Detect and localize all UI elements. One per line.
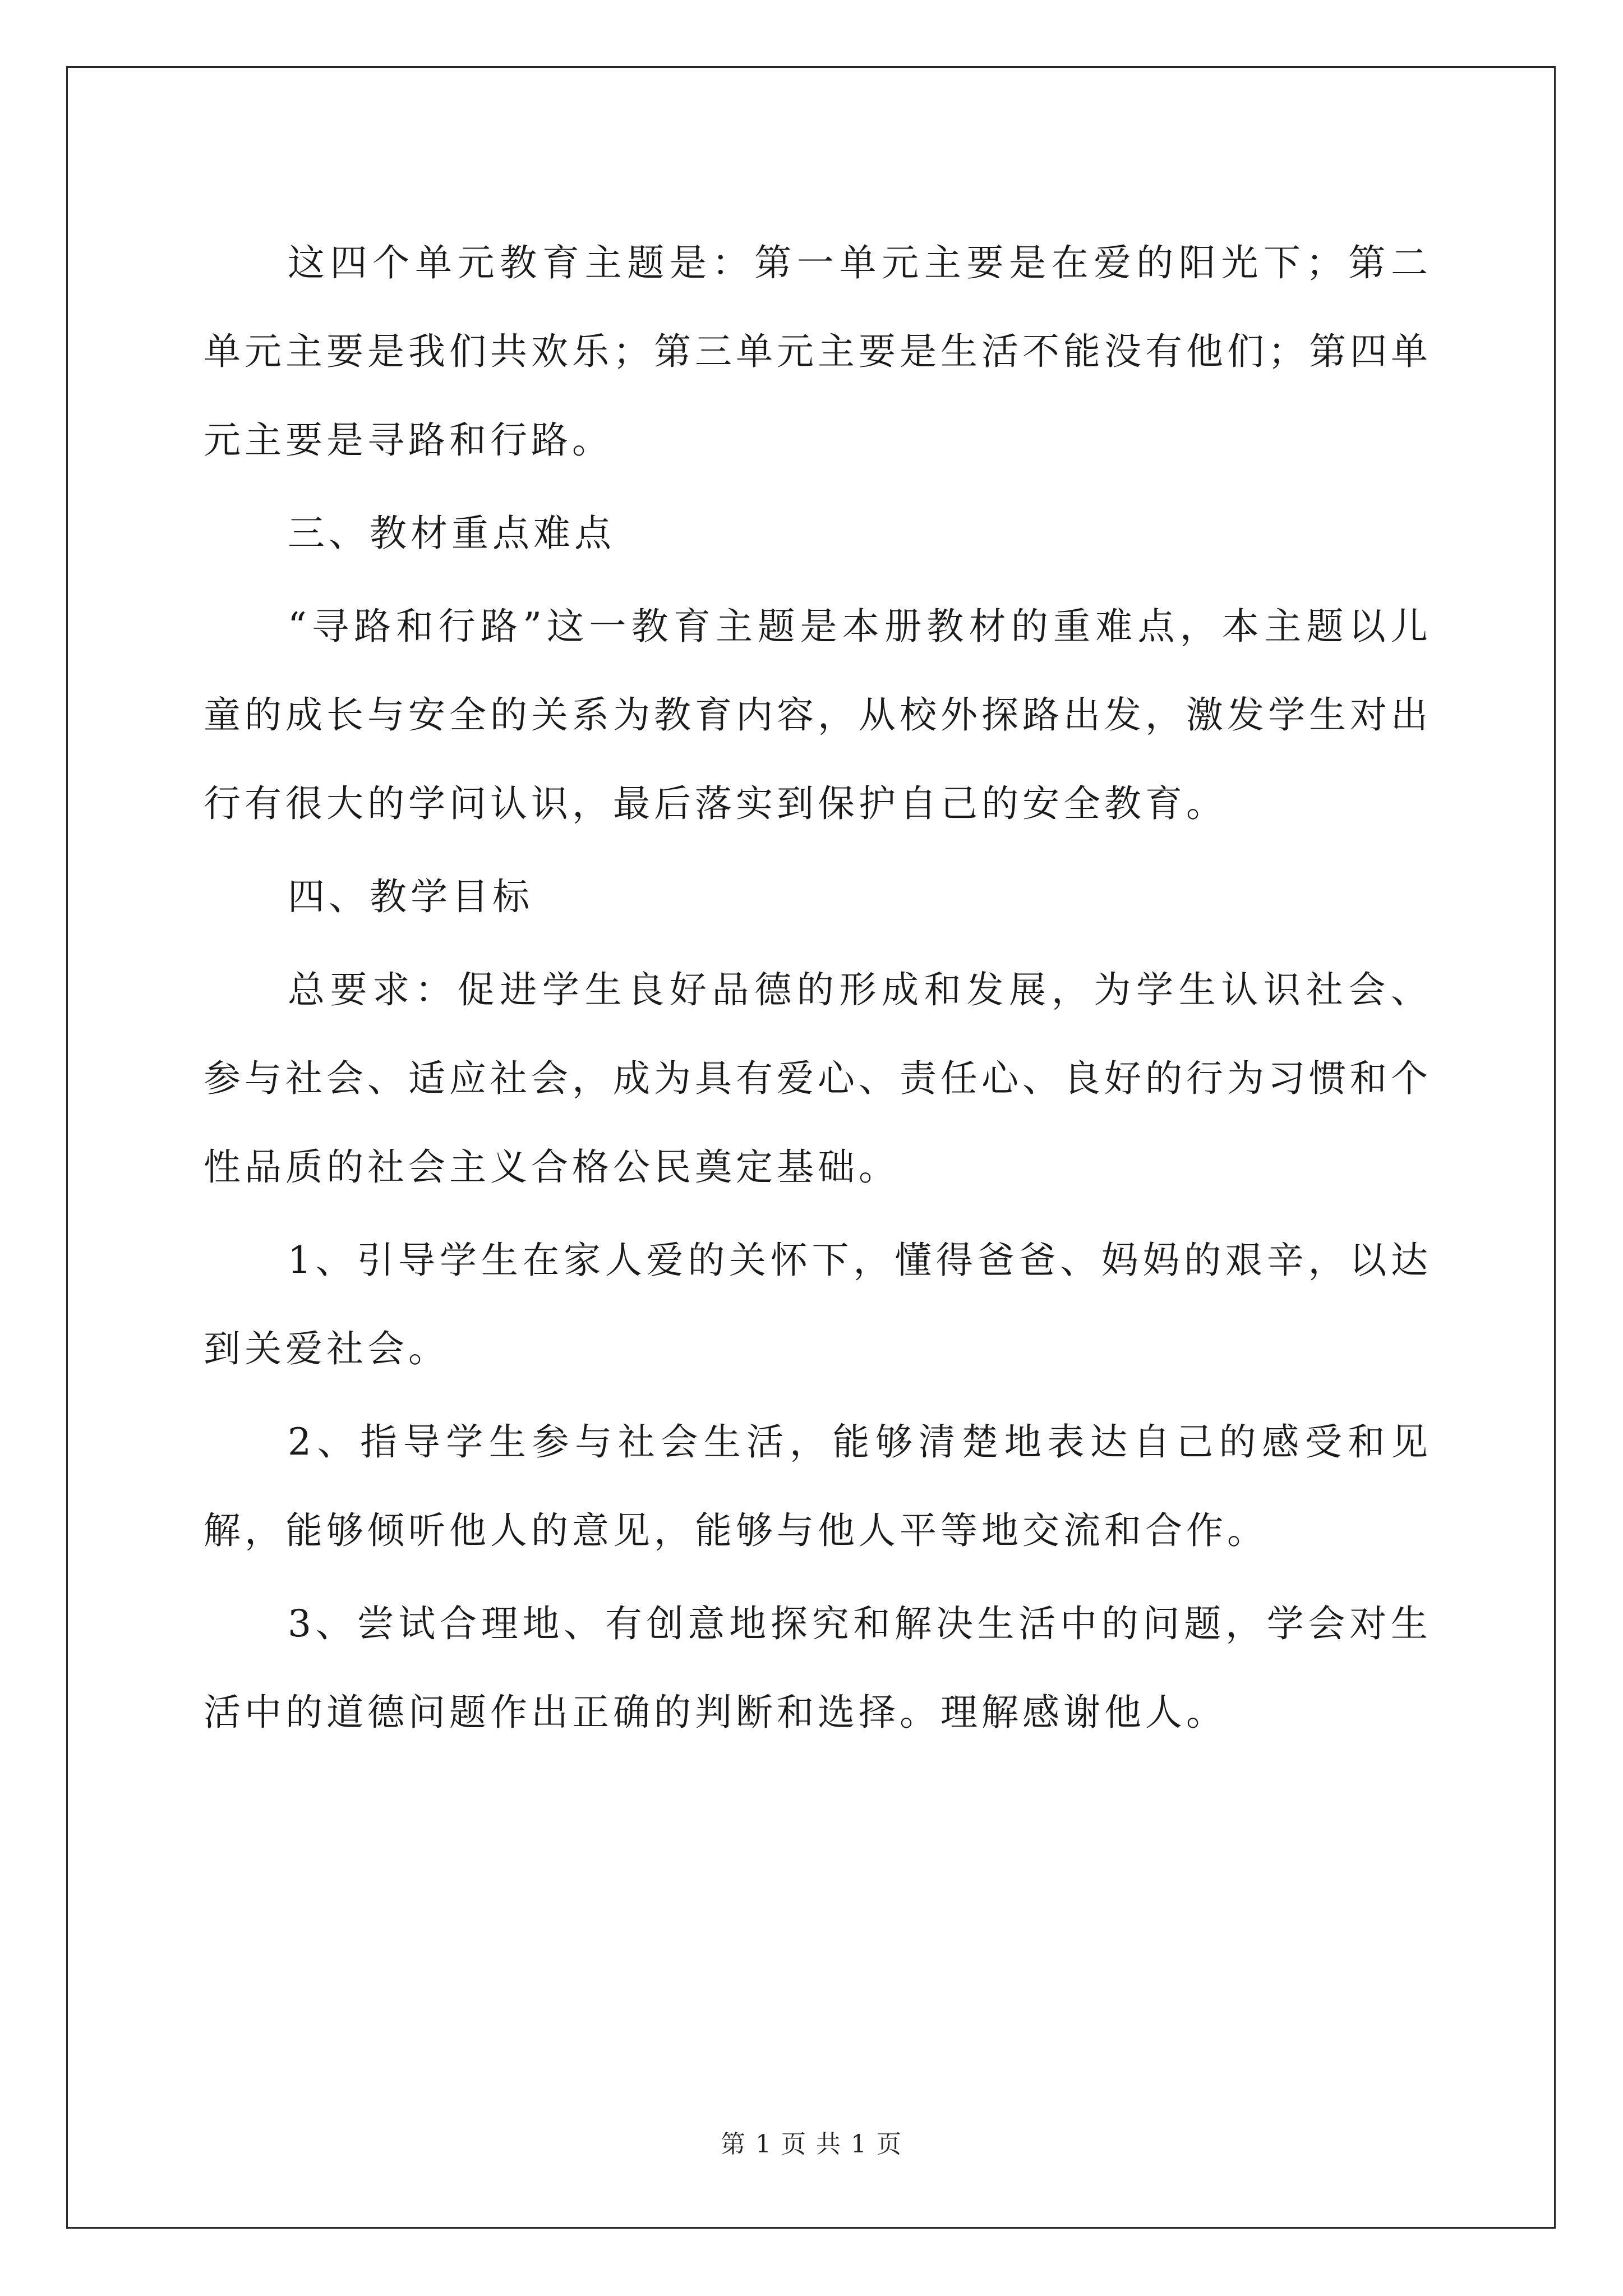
heading-teaching-goals: 四、教学目标 — [288, 875, 533, 918]
paragraph-general-requirement: 总要求：促进学生良好品德的形成和发展，为学生认识社会、参与社会、适应社会，成为具有爱心、责任心、良好的行为习惯和个性品质的社会主义合格公民奠定基础。 — [204, 968, 1432, 1189]
paragraph-key-difficulties: “寻路和行路”这一教育主题是本册教材的重难点，本主题以儿童的成长与安全的关系为教育内容，从校外探路出发，激发学生对出行有很大的学问认识，最后落实到保护自己的安全教育。 — [204, 605, 1432, 825]
paragraph-unit-themes: 这四个单元教育主题是：第一单元主要是在爱的阳光下；第二单元主要是我们共欢乐；第三单元主要是生活不能没有他们；第四单元主要是寻路和行路。 — [204, 241, 1432, 462]
paragraph-goal-1: 1、引导学生在家人爱的关怀下，懂得爸爸、妈妈的艰辛，以达到关爱社会。 — [204, 1239, 1432, 1370]
paragraph-goal-3: 3、尝试合理地、有创意地探究和解决生活中的问题，学会对生活中的道德问题作出正确的判断和选择。理解感谢他人。 — [204, 1602, 1432, 1734]
heading-key-difficulties: 三、教材重点难点 — [288, 512, 615, 555]
document-body — [204, 219, 1432, 1757]
page-number-footer: 第 1 页 共 1 页 — [721, 2130, 902, 2159]
paragraph-goal-2: 2、指导学生参与社会生活，能够清楚地表达自己的感受和见解，能够倾听他人的意见，能够与他人平等地交流和合作。 — [204, 1420, 1432, 1552]
